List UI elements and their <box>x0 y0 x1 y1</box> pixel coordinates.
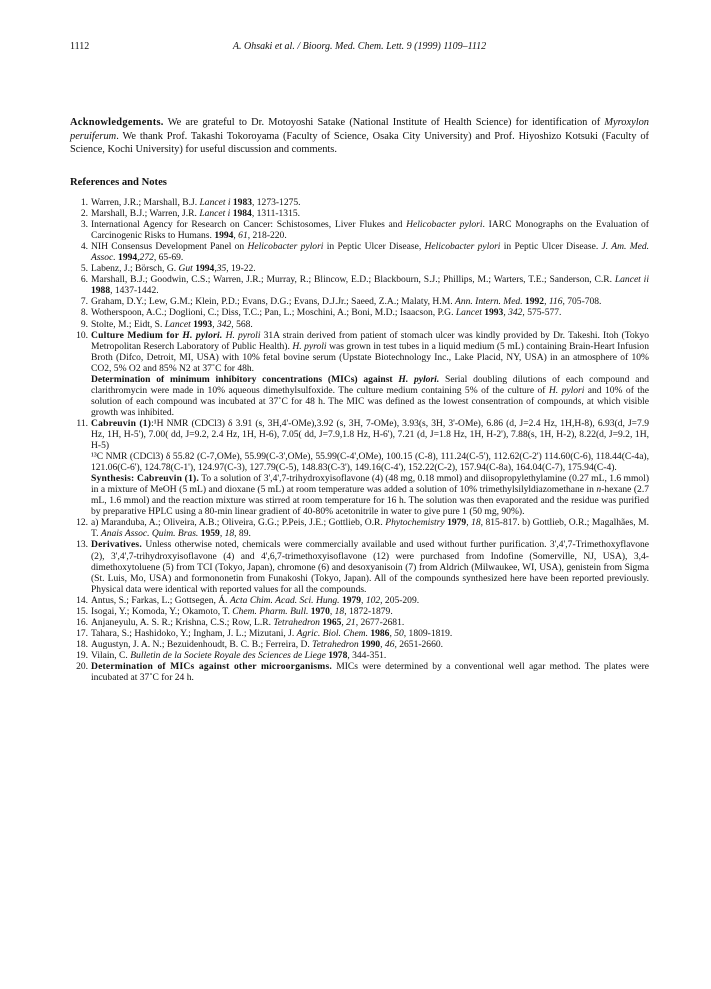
reference-item: 4. NIH Consensus Development Panel on Helicobacter pylori in Peptic Ulcer Disease, Helicobacter pylori in Peptic Ulcer Disease. J. Am. Med. Assoc. 1994,272, 65-69. <box>80 241 650 264</box>
page-header <box>70 41 649 55</box>
references-heading: References and Notes <box>70 177 167 188</box>
acknowledgements-heading: Acknowledgements. <box>70 117 164 129</box>
reference-item: 2. Marshall, B.J.; Warren, J.R. Lancet i 1984, 1311-1315. <box>80 208 301 220</box>
page-number: 1112 <box>70 41 90 52</box>
reference-list <box>70 197 649 683</box>
species-name: Myroxylon peruiferum <box>70 117 649 142</box>
reference-item: 17. Tahara, S.; Hashidoko, Y.; Ingham, J. L.; Mizutani, J. Agric. Biol. Chem. 1986, 50, 1809-1819. <box>76 627 453 639</box>
running-title: A. Ohsaki et al. / Bioorg. Med. Chem. Lett. 9 (1999) 1109–1112 <box>232 41 487 52</box>
reference-item: 15. Isogai, Y.; Komoda, Y.; Okamoto, T. Chem. Pharm. Bull. 1970, 18, 1872-1879. <box>76 605 393 617</box>
reference-item: 11. Cabreuvin (1):¹H NMR (CDCl3) δ 3.91 (s, 3H,4'-OMe),3.92 (s, 3H, 7-OMe), 3.93(s, 3H, 3'-OMe), 6.86 (d, J=2.4 Hz, 1H,H-8), 6.93(d, J=7.9 Hz, 1H, H-5'), 7.00( dd, J=9.2, 2.4 Hz, 1H, H-6), 7.05( dd, J=7.9,1.8 Hz, H-6'), 7.21 (d, J=1.8 Hz, 1H, H-2'), 7.88(s, 1H, H-2), 8.22(d, J=9.2, 1H, H-5) <box>76 417 649 452</box>
reference-subparagraph: ¹³C NMR (CDCl3) δ 55.82 (C-7,OMe), 55.99(C-3',OMe), 55.99(C-4',OMe), 100.15 (C-8), 111.24(C-5'), 112.62(C-2') 114.60(C-6), 118.44(C-4a), 121.06(C-6'), 124.78(C-1'), 124.97(C-3), 127.79(C-5), 148.83(C-3'), 149.16(C-4'), 152.22(C-2), 157.94(C-8a), 164.04(C-7), 175.94(C-4). <box>91 451 649 474</box>
reference-subparagraph: Synthesis: Cabreuvin (1). To a solution of 3',4',7-trihydroxyisoflavone (4) (48 mg, 0.18 mmol) and diisopropylethylamine (0.27 mL, 1.6 mmol) in a mixture of MeOH (5 mL) and dioxane (5 mL) at room temperature was added a solution of 10% trimethylsilyldiazomethane in n-hexane (2.7 mL, 1.6 mmol) and the reaction mixture was stirred at room temperature for 16 h. The solution was then evaporated and the residue was purified by preparative HPLC using a 80-min linear gradient of 40-80% acetonitrile in water to give pure 1 (50 mg, 90%). <box>91 473 650 518</box>
reference-item: 7. Graham, D.Y.; Lew, G.M.; Klein, P.D.; Evans, D.G.; Evans, D.J.Jr.; Saeed, Z.A.; Malaty, H.M. Ann. Intern. Med. 1992, 116, 705-708. <box>80 296 602 308</box>
reference-item: 20. Determination of MICs against other microorganisms. MICs were determined by a conventional well agar method. The plates were incubated at 37˚C for 24 h. <box>76 660 649 684</box>
reference-subparagraph: Determination of minimum inhibitory concentrations (MICs) against H. pylori. Serial doubling dilutions of each compound and clarithromycin were made in 10% aqueous dimethylsulfoxide. The culture medium containing 5% of the culture of H. pylori and 10% of the solution of each compound was incubated at 37˚C for 48 h. The MIC was defined as the lowest consentration of compounds, at which visible growth was inhibited. <box>91 373 650 418</box>
reference-item: 14. Antus, S.; Farkas, L.; Gottsegen, Á. Acta Chim. Acad. Sci. Hung. 1979, 102, 205-209. <box>76 594 420 606</box>
acknowledgements-paragraph: Acknowledgements. We are grateful to Dr. Motoyoshi Satake (National Institute of Health Science) for identification of Myroxylon peruiferum. We thank Prof. Takashi Tokoroyama (Faculty of Science, Osaka City University) and Prof. Hiyoshizo Kotsuki (Faculty of Science, Kochi University) for useful discussion and comments. <box>70 117 649 155</box>
reference-item: 19. Vilain, C. Bulletin de la Societe Royale des Sciences de Liege 1978, 344-351. <box>76 649 387 661</box>
reference-item: 8. Wotherspoon, A.C.; Doglioni, C.; Diss, T.C.; Pan, L.; Moschini, A.; Boni, M.D.; Isaacson, P.G. Lancet 1993, 342, 575-577. <box>80 307 562 319</box>
reference-item: 3. International Agency for Research on Cancer: Schistosomes, Liver Flukes and Helicobacter pylori. IARC Monographs on the Evaluation of Carcinogenic Risks to Humans. 1994, 61, 218-220. <box>80 219 649 242</box>
reference-item: 1. Warren, J.R.; Marshall, B.J. Lancet i 1983, 1273-1275. <box>80 197 301 208</box>
reference-item: 10. Culture Medium for H. pylori. H. pyroli 31A strain derived from patient of stomach ulcer was kindly provided by Dr. Takeshi. Itoh (Tokyo Metropolitan Reserch Laboratory of Public Health). H. pyroli was grown in test tubes in a liquid medium (5 mL) containing Brain-Heart Infusion Broth (Difco, Detroit, MI, USA) with 10% fetal bovine serum (Upstate Biotechnology Inc., Lake Placid, NY, USA) in an atmosphere of 10% CO2, 5% O2 and 85% N2 at 37˚C for 48h. <box>76 329 649 374</box>
reference-item: 9. Stolte, M.; Eidt, S. Lancet 1993, 342, 568. <box>80 318 253 330</box>
reference-item: 16. Anjaneyulu, A. S. R.; Krishna, C.S.; Row, L.R. Tetrahedron 1965, 21, 2677-2681. <box>76 616 405 628</box>
reference-item: 12. a) Maranduba, A.; Oliveira, A.B.; Oliveira, G.G.; P.Peis, J.E.; Gottlieb, O.R. Phytochemistry 1979, 18, 815-817. b) Gottlieb, O.R.; Magalhães, M. T. Anais Assoc. Quim. Bras. 1959, 18, 89. <box>76 517 649 540</box>
reference-item: 5. Labenz, J.; Börsch, G. Gut 1994,35, 19-22. <box>80 263 256 275</box>
reference-item: 13. Derivatives. Unless otherwise noted, chemicals were commercially available and used without further purification. 3',4',7-Trimethoxyflavone (2), 3',4',7-trihydroxyisoflavone (4) and 4',6,7-trimethoxyisoflavone (12) were purchased from Indofine (Somerville, NJ, USA), 3,4-dimethoxytoluene (5) from TCI (Tokyo, Japan), chromone (6) and desoxyanisoin (7) from Aldrich (Milwaukee, WI, USA), genistein from Sigma (St. Luis, Mo, USA) and formononetin from Funakoshi (Tokyo, Japan). All of the compounds synthesized here have been reported previously. Physical data were identical with reported values for all the compounds. <box>76 539 649 595</box>
reference-item: 18. Augustyn, J. A. N.; Bezuidenhoudt, B. C. B.; Ferreira, D. Tetrahedron 1990, 46, 2651-2660. <box>76 638 444 650</box>
reference-item: 6. Marshall, B.J.; Goodwin, C.S.; Warren, J.R.; Murray, R.; Blincow, E.D.; Blackbourn, S.J.; Phillips, M.; Warters, T.E.; Sanderson, C.R. Lancet ii 1988, 1437-1442. <box>80 274 649 297</box>
